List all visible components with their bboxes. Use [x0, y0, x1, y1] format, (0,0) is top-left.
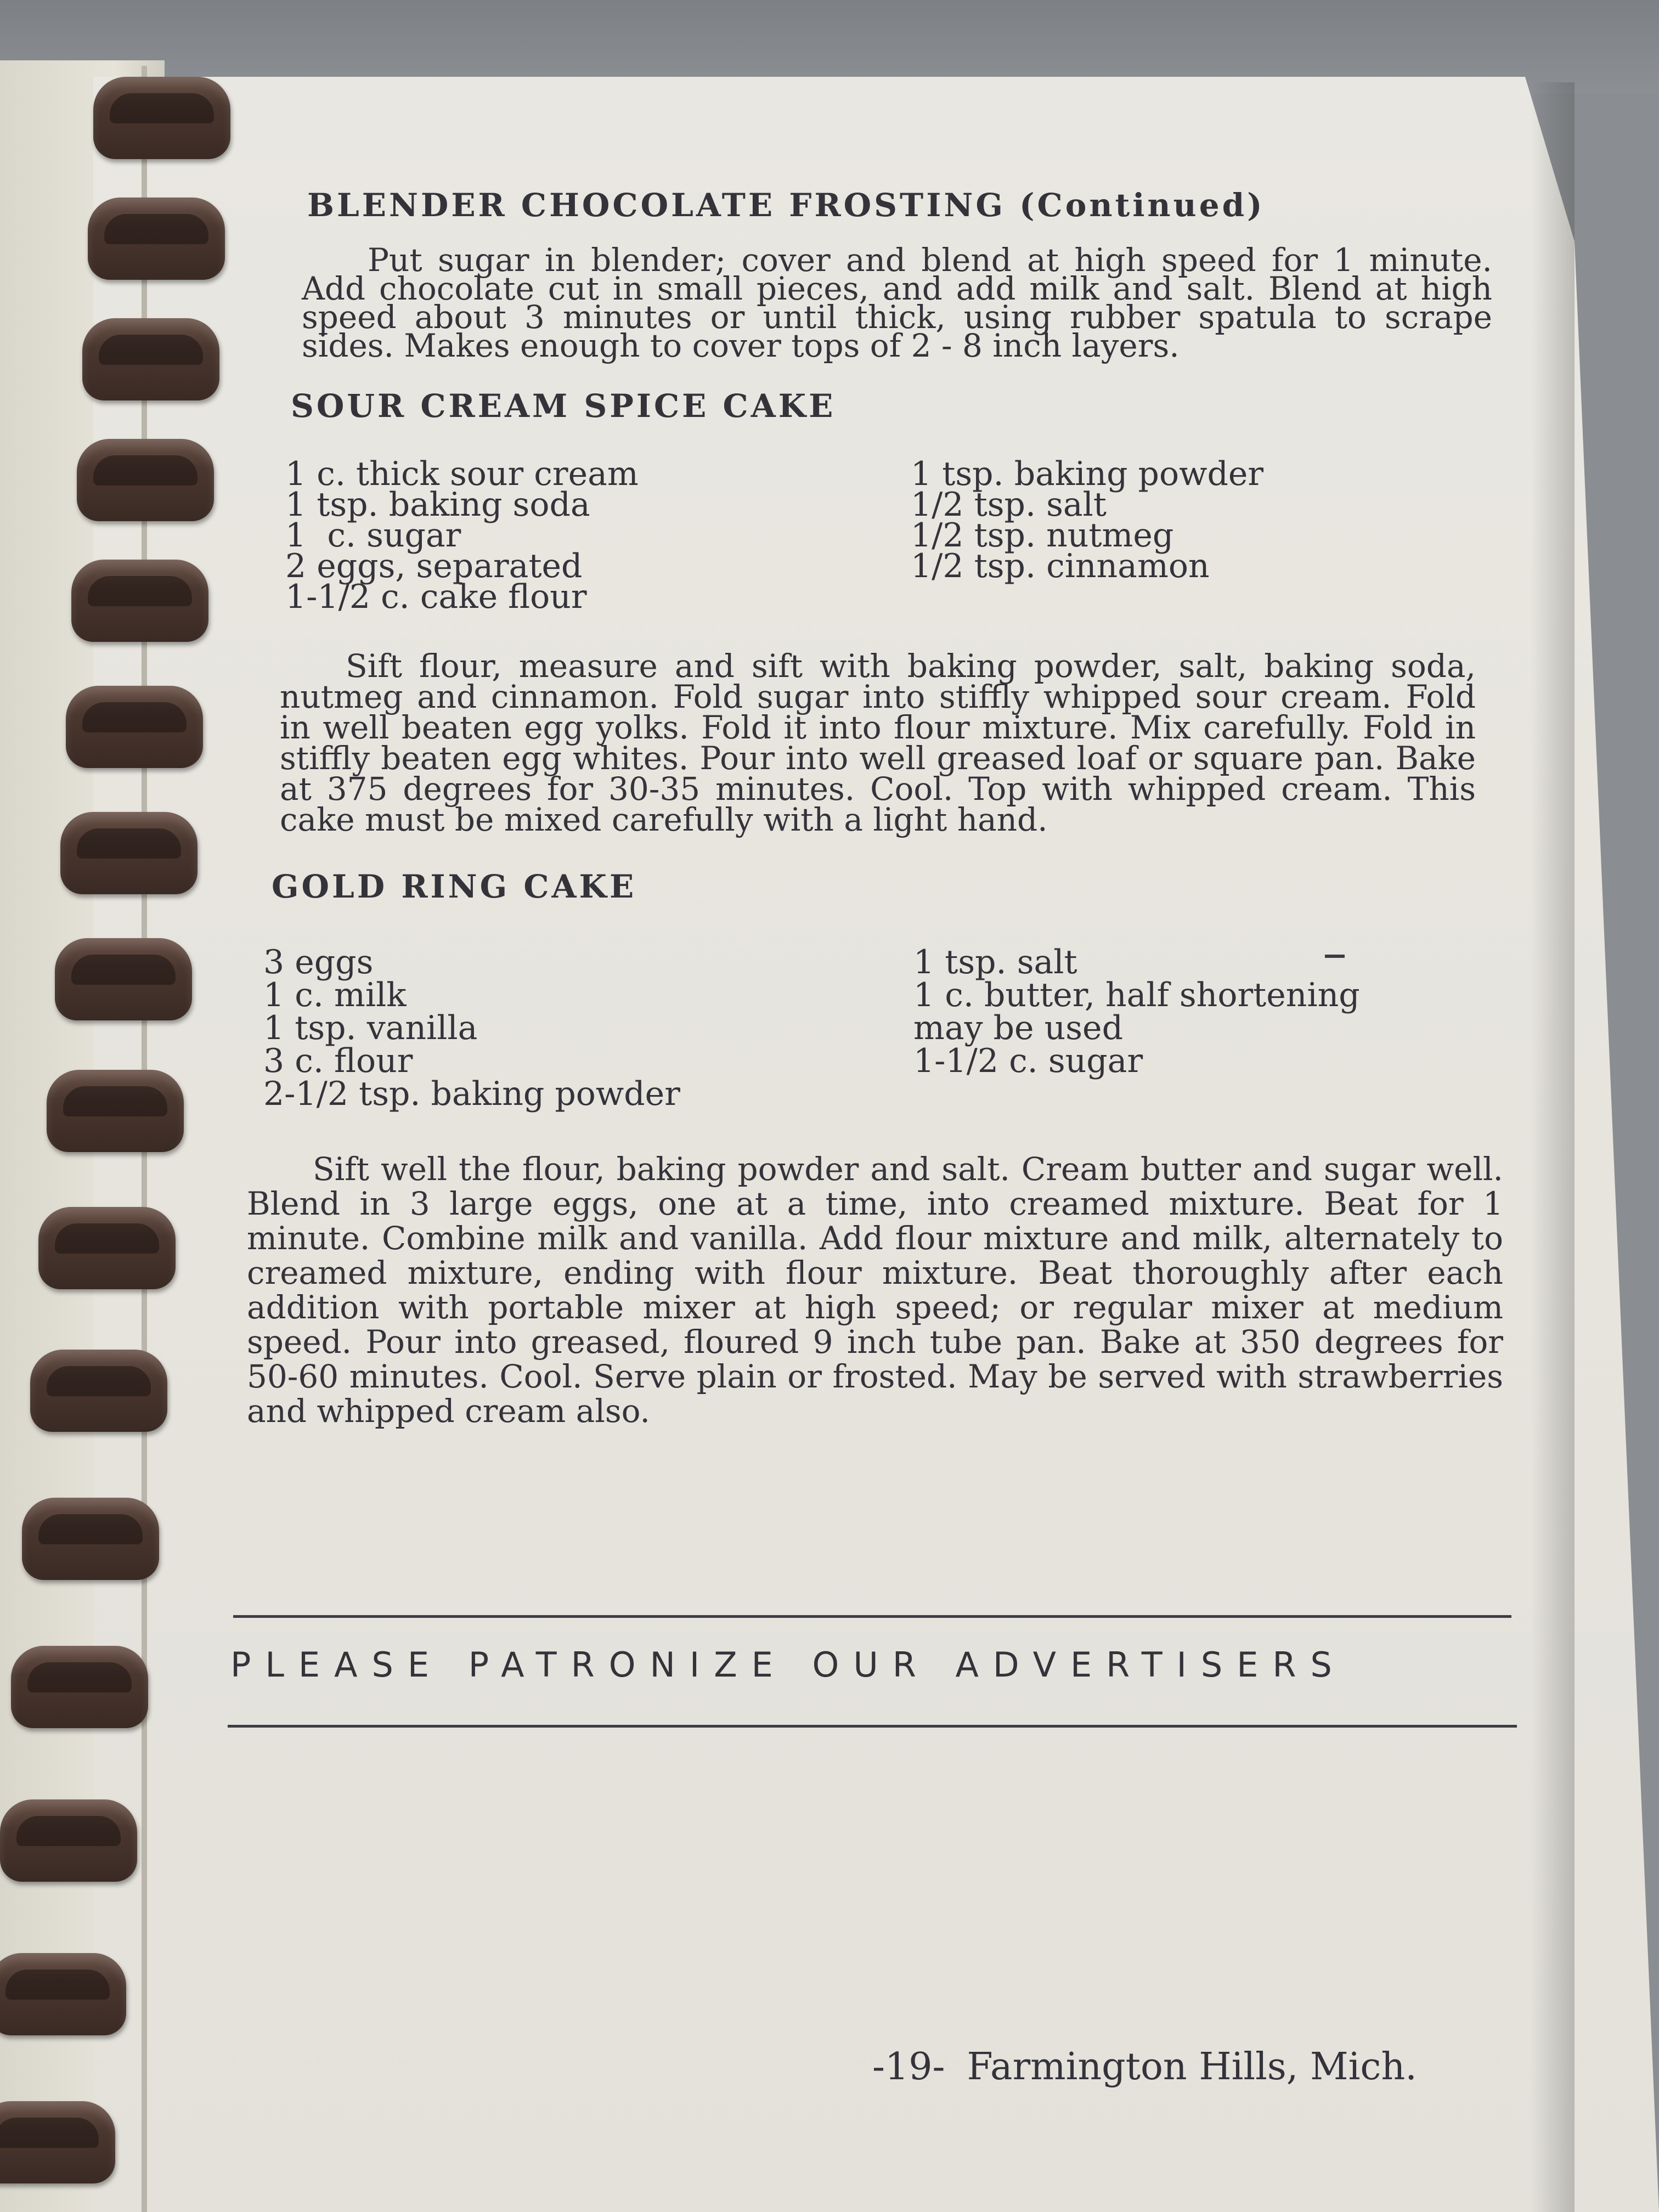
ingredient-item: 1/2 tsp. salt	[911, 486, 1107, 524]
banner-rule-bottom	[228, 1725, 1517, 1728]
ingredient-item: 1 c. sugar	[285, 516, 461, 555]
binding-ring	[0, 1799, 137, 1882]
footer-location: Farmington Hills, Mich.	[967, 2045, 1417, 2089]
page-number: -19-	[872, 2045, 945, 2089]
ingredient-item: 1 c. milk	[263, 976, 407, 1014]
binding-ring	[38, 1207, 176, 1289]
ingredient-item: 1 tsp. vanilla	[263, 1009, 478, 1047]
stray-dash-mark	[1325, 955, 1345, 958]
gold-ring-cake-title: GOLD RING CAKE	[272, 868, 637, 905]
frosting-title: BLENDER CHOCOLATE FROSTING (Continued)	[307, 187, 1265, 224]
ingredient-item: 3 eggs	[263, 943, 374, 981]
ingredient-item: 1-1/2 c. sugar	[913, 1042, 1143, 1080]
binding-ring	[0, 1953, 126, 2035]
ingredient-item: 3 c. flour	[263, 1042, 413, 1080]
binding-ring	[30, 1350, 167, 1432]
binding-ring	[22, 1498, 159, 1580]
banner-rule-top	[233, 1615, 1511, 1618]
ingredient-column-left	[285, 455, 911, 616]
ingredient-column-right	[913, 943, 1509, 1110]
binding-ring	[88, 198, 225, 280]
binding-ring	[60, 812, 198, 894]
ingredient-item: 1 c. thick sour cream	[285, 455, 639, 493]
binding-ring	[66, 686, 203, 768]
gold-ring-cake-ingredients	[263, 943, 1509, 1113]
spice-cake-ingredients	[285, 455, 1509, 616]
ingredient-column-right	[911, 455, 1509, 612]
spice-cake-directions: Sift flour, measure and sift with baking powder, salt, baking soda, nutmeg and cinnamon. Fold sugar into stiffly whipped sour cream. Fold in well beaten egg yolks. Fold it into flour mixture. Mix carefully. Fold in stiffly beaten egg whites. Pour into well greased loaf or square pan. Bake at 375 degrees for 30-35 minutes. Cool. Top with whipped cream. This cake must be mixed carefully with a light hand.	[280, 647, 1476, 838]
ingredient-item: 1 tsp. salt	[913, 943, 1077, 981]
binding-ring	[55, 938, 192, 1020]
ingredient-item: 1/2 tsp. cinnamon	[911, 547, 1210, 585]
ingredient-item: 1 c. butter, half shortening	[913, 976, 1360, 1014]
binding-ring	[0, 2101, 115, 2183]
ingredient-item: 1/2 tsp. nutmeg	[911, 516, 1174, 555]
ingredient-item: 1 tsp. baking powder	[911, 455, 1264, 493]
binding-ring	[93, 77, 230, 159]
advertisers-banner: PLEASE PATRONIZE OUR ADVERTISERS	[230, 1645, 1346, 1685]
ingredient-item: 2 eggs, separated	[285, 547, 583, 585]
binding-ring	[77, 439, 214, 521]
gold-ring-cake-directions: Sift well the flour, baking powder and salt. Cream butter and sugar well. Blend in 3 large eggs, one at a time, into creamed mixture. Beat for 1 minute. Combine milk and vanilla. Add flour mixture and milk, alternately to creamed mixture, ending with flour mixture. Beat thoroughly after each addition with portable mixer at high speed; or regular mixer at medium speed. Pour into greased, floured 9 inch tube pan. Bake at 350 degrees for 50-60 minutes. Cool. Serve plain or frosted. May be served with strawberries and whipped cream also.	[247, 1150, 1503, 1430]
binding-ring	[11, 1646, 148, 1728]
spiral-binding	[0, 66, 230, 2212]
spice-cake-title: SOUR CREAM SPICE CAKE	[291, 387, 836, 425]
binding-ring	[71, 560, 208, 642]
page-footer	[872, 2045, 1439, 2089]
recipe-content	[230, 187, 1509, 1429]
ingredient-item: 2-1/2 tsp. baking powder	[263, 1075, 680, 1113]
ingredient-item: may be used	[913, 1009, 1123, 1047]
binding-ring	[47, 1070, 184, 1152]
page-shadow-edge	[1531, 82, 1575, 2212]
binding-ring	[82, 318, 219, 400]
frosting-directions: Put sugar in blender; cover and blend at high speed for 1 minute. Add chocolate cut in small pieces, and add milk and salt. Blend at high speed about 3 minutes or until thick, using rubber spatula to scrape sides. Makes enough to cover tops of 2 - 8 inch layers.	[302, 241, 1492, 364]
ingredient-column-left	[263, 943, 913, 1113]
ingredient-item: 1 tsp. baking soda	[285, 486, 590, 524]
ingredient-item: 1-1/2 c. cake flour	[285, 578, 587, 616]
